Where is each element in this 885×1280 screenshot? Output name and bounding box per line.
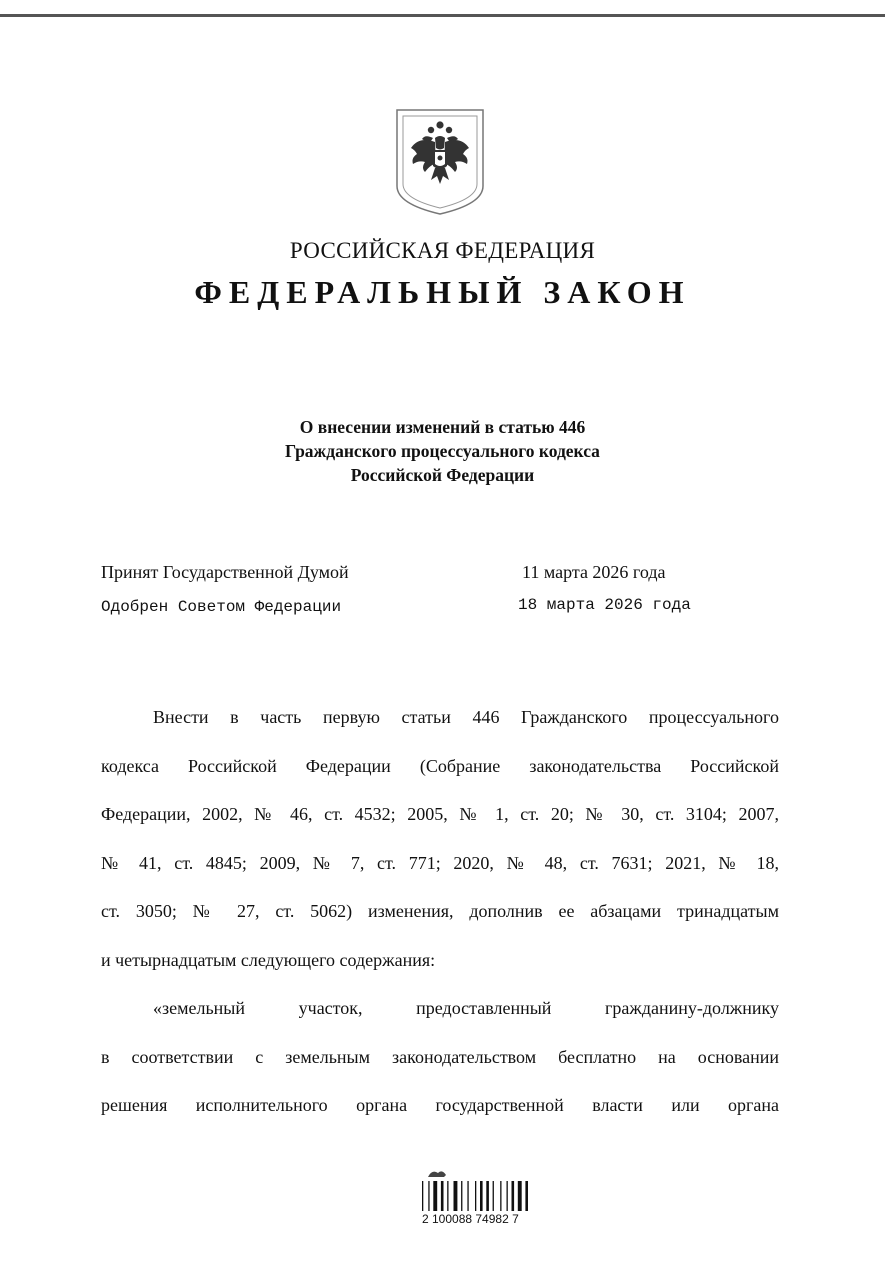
law-title-line: Российской Федерации <box>350 465 535 485</box>
body-text-line: Внести в часть первую статьи 446 Гражданского процессуального <box>153 707 779 727</box>
body-text-line: и четырнадцатым следующего содержания: <box>101 950 436 970</box>
duma-adoption-label: Принят Государственной Думой <box>101 562 349 582</box>
law-title-line: Гражданского процессуального кодекса <box>285 441 600 461</box>
council-approval-date: 18 марта 2026 года <box>518 596 691 614</box>
body-text-line: Федерации, 2002, № 46, ст. 4532; 2005, № 1, ст. 20; № 30, ст. 3104; 2007, <box>101 804 779 824</box>
body-text-line: решения исполнительного органа государственной власти или органа <box>101 1095 779 1115</box>
law-title-line: О внесении изменений в статью 446 <box>299 417 586 437</box>
body-text-line: № 41, ст. 4845; 2009, № 7, ст. 771; 2020, № 48, ст. 7631; 2021, № 18, <box>101 853 779 873</box>
duma-adoption-date: 11 марта 2026 года <box>522 562 666 582</box>
double-headed-eagle-emblem-icon <box>395 108 485 216</box>
council-approval-label: Одобрен Советом Федерации <box>101 598 342 616</box>
body-text-line: «земельный участок, предоставленный гражданину-должнику <box>153 998 779 1018</box>
body-text-line: кодекса Российской Федерации (Собрание законодательства Российской <box>101 756 779 776</box>
body-text-line: ст. 3050; № 27, ст. 5062) изменения, дополнив ее абзацами тринадцатым <box>101 901 779 921</box>
body-text-line: в соответствии с земельным законодательством бесплатно на основании <box>101 1047 779 1067</box>
barcode-number: 2 100088 74982 7 <box>422 1212 519 1226</box>
country-heading: РОССИЙСКАЯ ФЕДЕРАЦИЯ <box>289 238 596 263</box>
document-type-heading: ФЕДЕРАЛЬНЫЙ ЗАКОН <box>194 274 691 310</box>
top-border-line <box>0 14 885 17</box>
